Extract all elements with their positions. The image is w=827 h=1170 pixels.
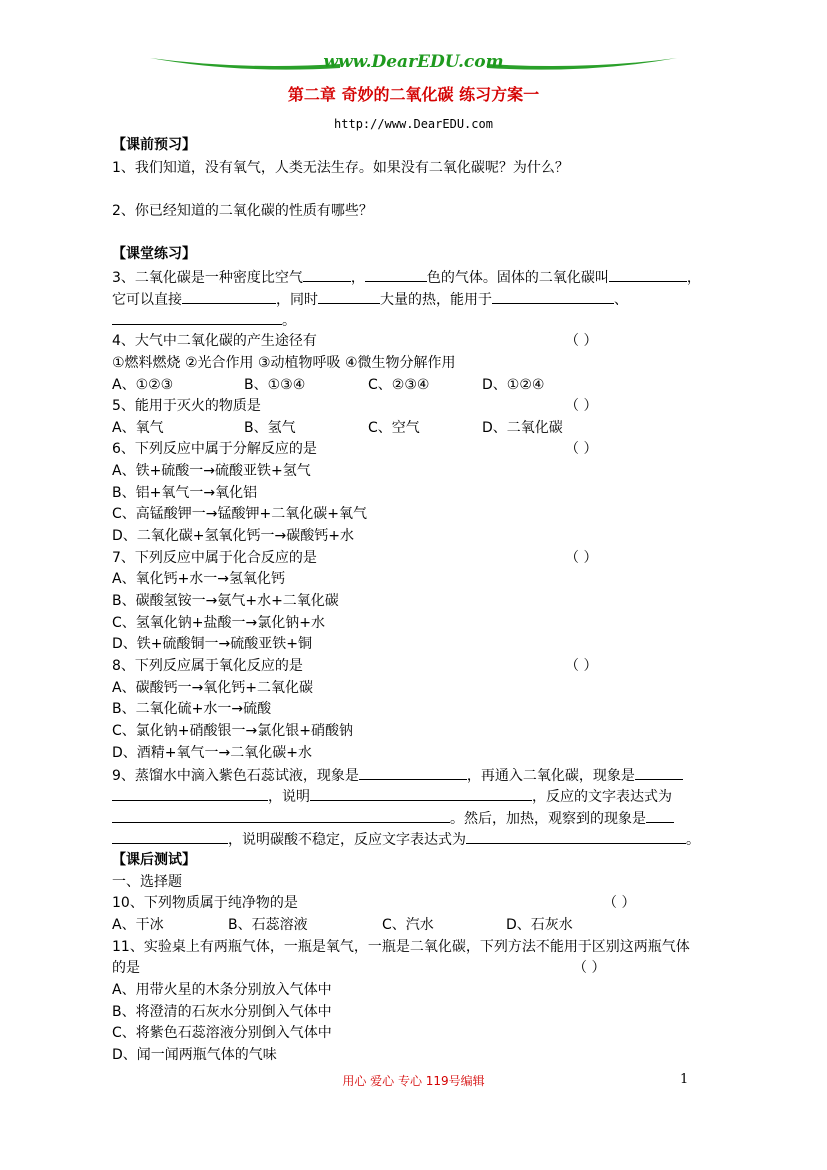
question-3-line-2: [112, 290, 628, 309]
option-b[interactable]: B、二氧化硫+水一→硫酸: [112, 701, 272, 717]
q9-blank-6[interactable]: [646, 809, 674, 823]
q9-text: ，说明碳酸不稳定，反应文字表达式为: [228, 832, 466, 848]
q9-text: 9、蒸馏水中滴入紫色石蕊试液，现象是: [112, 768, 359, 784]
q9-blank-1[interactable]: [359, 766, 467, 780]
question-5-stem: 5、能用于灭火的物质是: [112, 398, 261, 414]
option-a[interactable]: A、铁+硫酸一→硫酸亚铁+氢气: [112, 463, 311, 479]
option-d[interactable]: D、闻一闻两瓶气体的气味: [112, 1047, 277, 1063]
option-d[interactable]: D、二氧化碳: [482, 420, 563, 436]
question-11-stem-line-2: 的是: [112, 960, 140, 976]
answer-paren-q8[interactable]: （ ）: [565, 658, 598, 674]
question-4-items: ①燃料燃烧 ②光合作用 ③动植物呼吸 ④微生物分解作用: [112, 355, 456, 371]
section-heading-preview: 【课前预习】: [112, 137, 196, 153]
option-d[interactable]: D、铁+硫酸铜一→硫酸亚铁+铜: [112, 636, 312, 652]
q3-text: ，: [686, 270, 701, 286]
q3-blank-2[interactable]: [365, 268, 427, 282]
option-c[interactable]: C、将紫色石蕊溶液分别倒入气体中: [112, 1025, 332, 1041]
option-a[interactable]: A、干冰: [112, 917, 164, 933]
option-a[interactable]: A、氧化钙+水一→氢氧化钙: [112, 571, 286, 587]
option-c[interactable]: C、氯化钠+硝酸银一→氯化银+硝酸钠: [112, 723, 353, 739]
option-b[interactable]: B、碳酸氢铵一→氨气+水+二氧化碳: [112, 593, 339, 609]
q9-blank-5[interactable]: [112, 809, 450, 823]
option-b[interactable]: B、将澄清的石灰水分别倒入气体中: [112, 1004, 332, 1020]
q9-text: ，说明: [268, 789, 310, 805]
source-url: http://www.DearEDU.com: [334, 117, 493, 131]
option-b[interactable]: B、氢气: [244, 420, 296, 436]
q3-text: 色的气体。固体的二氧化碳叫: [426, 270, 609, 286]
part-heading-choice: 一、选择题: [112, 874, 182, 890]
q3-blank-5[interactable]: [318, 290, 380, 304]
site-name: www.DearEDU.com: [323, 52, 504, 72]
question-1: 1、我们知道，没有氧气，人类无法生存。如果没有二氧化碳呢？为什么？: [112, 160, 569, 176]
q9-text: ，再通入二氧化碳，现象是: [466, 768, 635, 784]
section-heading-after-class: 【课后测试】: [112, 852, 196, 868]
page-number: 1: [680, 1072, 689, 1087]
option-a[interactable]: A、用带火星的木条分别放入气体中: [112, 982, 332, 998]
question-2: 2、你已经知道的二氧化碳的性质有哪些？: [112, 203, 373, 219]
page-title: 第二章 奇妙的二氧化碳 练习方案一: [287, 85, 540, 104]
question-3-line-1: [112, 268, 701, 287]
q9-blank-8[interactable]: [466, 830, 686, 844]
question-8-stem: 8、下列反应属于氧化反应的是: [112, 658, 303, 674]
answer-paren-q4[interactable]: （ ）: [565, 333, 598, 349]
q3-blank-6[interactable]: [492, 290, 614, 304]
option-c[interactable]: C、氢氧化钠+盐酸一→氯化钠+水: [112, 615, 325, 631]
option-b[interactable]: B、石蕊溶液: [228, 917, 308, 933]
option-a[interactable]: A、①②③: [112, 377, 174, 393]
answer-paren-q10[interactable]: （ ）: [603, 895, 636, 911]
question-9-line-3: [112, 809, 674, 828]
footer-text: 用心 爱心 专心 119号编辑: [342, 1074, 485, 1088]
option-b[interactable]: B、铝+氧气一→氧化铝: [112, 485, 258, 501]
q9-text: 。然后，加热，观察到的现象是: [450, 811, 646, 827]
q3-text: ，: [350, 270, 365, 286]
question-9-line-4: [112, 830, 700, 849]
q3-blank-7[interactable]: [112, 311, 282, 325]
question-11-stem-line-1: 11、实验桌上有两瓶气体，一瓶是氧气，一瓶是二氧化碳，下列方法不能用于区别这两瓶气体: [112, 939, 690, 955]
question-6-stem: 6、下列反应中属于分解反应的是: [112, 441, 317, 457]
option-a[interactable]: A、碳酸钙一→氧化钙+二氧化碳: [112, 680, 314, 696]
option-b[interactable]: B、①③④: [244, 377, 306, 393]
q3-blank-3[interactable]: [609, 268, 687, 282]
q9-text: ，反应的文字表达式为: [532, 789, 672, 805]
option-a[interactable]: A、氧气: [112, 420, 164, 436]
q3-text: 。: [282, 313, 296, 329]
q9-blank-2[interactable]: [635, 766, 683, 780]
question-7-stem: 7、下列反应中属于化合反应的是: [112, 550, 317, 566]
q3-blank-4[interactable]: [182, 290, 276, 304]
question-9-line-2: [112, 787, 672, 806]
answer-paren-q5[interactable]: （ ）: [565, 398, 598, 414]
q9-blank-7[interactable]: [112, 830, 228, 844]
answer-paren-q11[interactable]: （ ）: [573, 960, 606, 976]
option-d[interactable]: D、二氧化碳+氢氧化钙一→碳酸钙+水: [112, 528, 354, 544]
option-d[interactable]: D、酒精+氧气一→二氧化碳+水: [112, 745, 312, 761]
q9-text: 。: [686, 832, 700, 848]
q3-text: 它可以直接: [112, 292, 182, 308]
q9-blank-4[interactable]: [310, 787, 532, 801]
q3-blank-1[interactable]: [303, 268, 351, 282]
option-d[interactable]: D、①②④: [482, 377, 545, 393]
option-c[interactable]: C、汽水: [382, 917, 434, 933]
question-3-line-3: [112, 311, 296, 330]
q3-text: ，同时: [276, 292, 318, 308]
question-10-stem: 10、下列物质属于纯净物的是: [112, 895, 298, 911]
option-c[interactable]: C、空气: [368, 420, 420, 436]
q9-blank-3[interactable]: [112, 787, 268, 801]
q3-text: 3、二氧化碳是一种密度比空气: [112, 270, 303, 286]
section-heading-classroom: 【课堂练习】: [112, 246, 196, 262]
option-c[interactable]: C、②③④: [368, 377, 430, 393]
q3-text: 大量的热，能用于: [380, 292, 492, 308]
q3-text: 、: [614, 292, 628, 308]
answer-paren-q7[interactable]: （ ）: [565, 550, 598, 566]
answer-paren-q6[interactable]: （ ）: [565, 441, 598, 457]
question-4-stem: 4、大气中二氧化碳的产生途径有: [112, 333, 317, 349]
question-9-line-1: [112, 766, 683, 785]
option-c[interactable]: C、高锰酸钾一→锰酸钾+二氧化碳+氧气: [112, 506, 367, 522]
option-d[interactable]: D、石灰水: [506, 917, 573, 933]
